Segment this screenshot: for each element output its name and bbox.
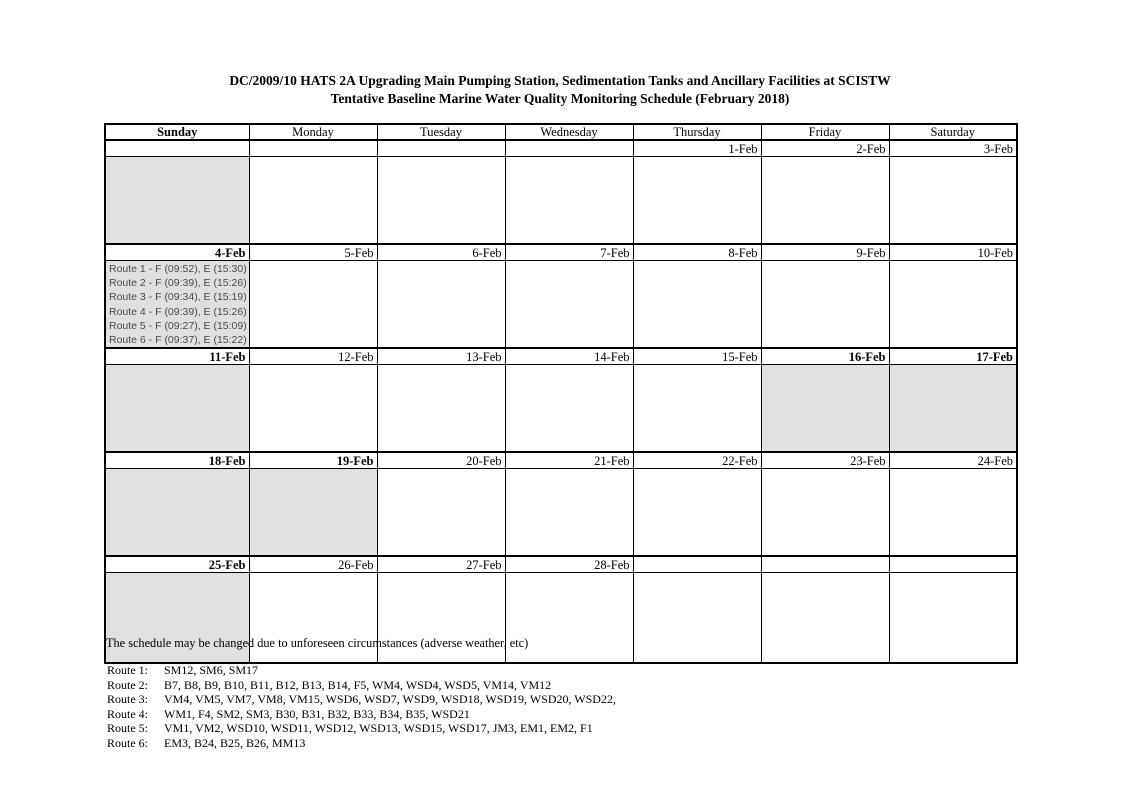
date-cell-13-feb: 13-Feb — [377, 348, 505, 365]
day-header-monday: Monday — [249, 124, 377, 140]
day-cell — [505, 365, 633, 453]
day-cell-shaded — [889, 365, 1017, 453]
route-legend — [107, 663, 616, 751]
day-header-tuesday: Tuesday — [377, 124, 505, 140]
date-cell-14-feb: 14-Feb — [505, 348, 633, 365]
date-cell-21-feb: 21-Feb — [505, 452, 633, 469]
date-cell-empty — [889, 556, 1017, 573]
day-header-friday: Friday — [761, 124, 889, 140]
legend-route-label: Route 6: — [107, 735, 148, 750]
legend-row-route-2 — [107, 678, 616, 693]
day-cell — [505, 261, 633, 349]
day-header-sunday: Sunday — [105, 124, 249, 140]
legend-route-label: Route 2: — [107, 677, 148, 692]
route-entry: Route 4 - F (09:39), E (15:26) — [109, 305, 247, 318]
day-cell — [633, 157, 761, 245]
route-entry: Route 2 - F (09:39), E (15:26) — [109, 277, 247, 290]
day-cell — [889, 157, 1017, 245]
date-cell-4-feb: 4-Feb — [105, 244, 249, 261]
date-cell-empty — [105, 140, 249, 157]
date-cell-9-feb: 9-Feb — [761, 244, 889, 261]
day-cell — [377, 469, 505, 557]
day-cell — [505, 157, 633, 245]
monitoring-calendar-table — [104, 123, 1018, 664]
date-cell-18-feb: 18-Feb — [105, 452, 249, 469]
date-cell-15-feb: 15-Feb — [633, 348, 761, 365]
date-cell-22-feb: 22-Feb — [633, 452, 761, 469]
legend-route-label: Route 3: — [107, 692, 148, 707]
route-entry: Route 1 - F (09:52), E (15:30) — [109, 263, 247, 275]
day-cell — [377, 261, 505, 349]
day-header-row — [105, 124, 1017, 140]
date-cell-2-feb: 2-Feb — [761, 140, 889, 157]
date-row-week-4 — [105, 452, 1017, 469]
day-cell — [505, 469, 633, 557]
day-cell — [377, 365, 505, 453]
day-cell-shaded — [105, 157, 249, 245]
legend-row-route-6 — [107, 736, 616, 751]
date-cell-10-feb: 10-Feb — [889, 244, 1017, 261]
route-entry: Route 6 - F (09:37), E (15:22) — [109, 334, 247, 347]
day-cell — [633, 365, 761, 453]
date-cell-empty — [761, 556, 889, 573]
day-cell — [249, 157, 377, 245]
legend-row-route-3 — [107, 692, 616, 707]
day-cell-shaded — [105, 261, 249, 349]
day-cell — [761, 469, 889, 557]
day-cell-shaded — [249, 469, 377, 557]
route-entry: Route 5 - F (09:27), E (15:09) — [109, 319, 247, 332]
date-cell-11-feb: 11-Feb — [105, 348, 249, 365]
date-row-week-5 — [105, 556, 1017, 573]
legend-route-stations: VM1, VM2, WSD10, WSD11, WSD12, WSD13, WSD15, WSD17, JM3, EM1, EM2, F1 — [164, 721, 593, 736]
title-line-2: Tentative Baseline Marine Water Quality Monitoring Schedule (February 2018) — [330, 90, 790, 106]
day-cell — [377, 157, 505, 245]
content-row-week-4 — [105, 469, 1017, 557]
legend-route-stations: VM4, VM5, VM7, VM8, VM15, WSD6, WSD7, WSD9, WSD18, WSD19, WSD20, WSD22, — [164, 692, 616, 707]
date-cell-23-feb: 23-Feb — [761, 452, 889, 469]
date-cell-3-feb: 3-Feb — [889, 140, 1017, 157]
date-cell-27-feb: 27-Feb — [377, 556, 505, 573]
day-cell — [761, 157, 889, 245]
legend-route-stations: SM12, SM6, SM17 — [164, 663, 259, 677]
day-header-wednesday: Wednesday — [505, 124, 633, 140]
day-header-thursday: Thursday — [633, 124, 761, 140]
legend-row-route-1 — [107, 663, 616, 678]
date-cell-1-feb: 1-Feb — [633, 140, 761, 157]
date-cell-empty — [633, 556, 761, 573]
day-cell-shaded — [105, 469, 249, 557]
legend-route-stations: B7, B8, B9, B10, B11, B12, B13, B14, F5, WM4, WSD4, WSD5, VM14, VM12 — [164, 677, 552, 692]
date-cell-16-feb: 16-Feb — [761, 348, 889, 365]
date-cell-8-feb: 8-Feb — [633, 244, 761, 261]
legend-route-label: Route 1: — [107, 663, 148, 677]
day-cell — [249, 365, 377, 453]
day-cell — [633, 573, 761, 664]
legend-row-route-4 — [107, 707, 616, 722]
legend-row-route-5 — [107, 721, 616, 736]
day-cell-shaded — [105, 365, 249, 453]
day-cell — [889, 261, 1017, 349]
date-row-week-2 — [105, 244, 1017, 261]
date-row-week-3 — [105, 348, 1017, 365]
date-cell-12-feb: 12-Feb — [249, 348, 377, 365]
day-header-saturday: Saturday — [889, 124, 1017, 140]
content-row-week-3 — [105, 365, 1017, 453]
day-cell — [761, 573, 889, 664]
content-row-week-1 — [105, 157, 1017, 245]
date-row-week-1 — [105, 140, 1017, 157]
date-cell-7-feb: 7-Feb — [505, 244, 633, 261]
title-line-1: DC/2009/10 HATS 2A Upgrading Main Pumping Station, Sedimentation Tanks and Ancillary Facilities at SCISTW — [229, 73, 891, 88]
date-cell-empty — [249, 140, 377, 157]
day-cell — [761, 261, 889, 349]
content-row-week-2 — [105, 261, 1017, 349]
legend-route-label: Route 5: — [107, 721, 148, 736]
date-cell-24-feb: 24-Feb — [889, 452, 1017, 469]
route-entry: Route 3 - F (09:34), E (15:19) — [109, 291, 247, 304]
date-cell-25-feb: 25-Feb — [105, 556, 249, 573]
document-title — [104, 72, 1016, 107]
date-cell-17-feb: 17-Feb — [889, 348, 1017, 365]
date-cell-20-feb: 20-Feb — [377, 452, 505, 469]
day-cell — [889, 573, 1017, 664]
date-cell-empty — [505, 140, 633, 157]
legend-route-stations: WM1, F4, SM2, SM3, B30, B31, B32, B33, B34, B35, WSD21 — [164, 706, 470, 721]
date-cell-6-feb: 6-Feb — [377, 244, 505, 261]
date-cell-5-feb: 5-Feb — [249, 244, 377, 261]
date-cell-19-feb: 19-Feb — [249, 452, 377, 469]
day-cell-shaded — [761, 365, 889, 453]
day-cell — [633, 469, 761, 557]
day-cell — [249, 261, 377, 349]
date-cell-empty — [377, 140, 505, 157]
day-cell — [889, 469, 1017, 557]
legend-route-label: Route 4: — [107, 706, 148, 721]
day-cell — [633, 261, 761, 349]
schedule-change-footnote: The schedule may be changed due to unforeseen circumstances (adverse weather, etc) — [106, 636, 529, 650]
date-cell-26-feb: 26-Feb — [249, 556, 377, 573]
legend-route-stations: EM3, B24, B25, B26, MM13 — [164, 735, 306, 750]
date-cell-28-feb: 28-Feb — [505, 556, 633, 573]
